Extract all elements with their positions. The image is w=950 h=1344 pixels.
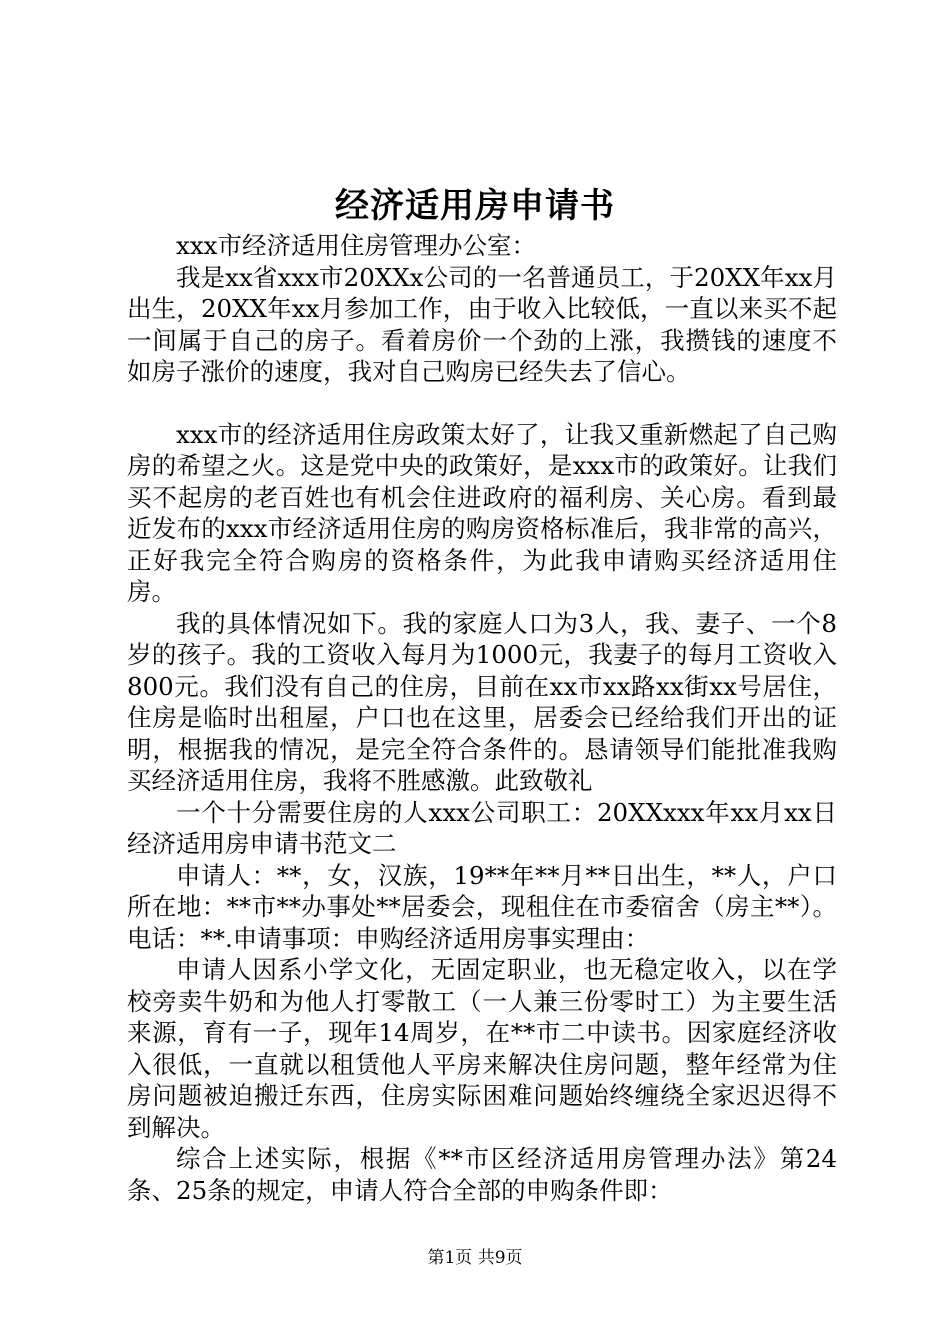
paragraph-salutation: xxx市经济适用住房管理办公室： [176, 231, 536, 260]
page-number-footer: 第1页 共9页 [427, 1248, 523, 1268]
document-title: 经济适用房申请书 [335, 186, 615, 226]
document-body [127, 230, 837, 1206]
paragraph: 申请人因系小学文化，无固定职业，也无稳定收入，以在学校旁卖牛奶和为他人打零散工（一人兼三份零时工）为主要生活来源，育有一子，现年14周岁，在**市二中读书。因家庭经济收入很低，一直就以租赁他人平房来解决住房问题，整年经常为住房问题被迫搬迁东西，住房实际困难问题始终缠绕全家迟迟得不到解决。 [127, 955, 837, 1142]
paragraph: 我的具体情况如下。我的家庭人口为3人，我、妻子、一个8岁的孩子。我的工资收入每月为1000元，我妻子的每月工资收入800元。我们没有自己的住房，目前在xx市xx路xx街xx号居住，住房是临时出租屋，户口也在这里，居委会已经给我们开出的证明，根据我的情况，是完全符合条件的。恳请领导们能批准我购买经济适用住房，我将不胜感激。此致敬礼 [127, 608, 837, 795]
paragraph: 我是xx省xxx市20XXx公司的一名普通员工，于20XX年xx月出生，20XX年xx月参加工作，由于收入比较低，一直以来买不起一间属于自己的房子。看着房价一个劲的上涨，我攒钱的速度不如房子涨价的速度，我对自己购房已经失去了信心。 [127, 262, 837, 386]
paragraph: 一个十分需要住房的人xxx公司职工：20XXxxx年xx月xx日经济适用房申请书范文二 [127, 797, 837, 858]
paragraph: xxx市的经济适用住房政策太好了，让我又重新燃起了自己购房的希望之火。这是党中央的政策好，是xxx市的政策好。让我们买不起房的老百姓也有机会住进政府的福利房、关心房。看到最近发布的xxx市经济适用住房的购房资格标准后，我非常的高兴，正好我完全符合购房的资格条件，为此我申请购买经济适用住房。 [127, 419, 837, 606]
paragraph: 申请人：**，女，汉族，19**年**月**日出生，**人，户口所在地：**市**办事处**居委会，现租住在市委宿舍（房主**）。电话：**.申请事项：申购经济适用房事实理由： [127, 860, 837, 953]
paragraph: 综合上述实际，根据《**市区经济适用房管理办法》第24条、25条的规定，申请人符合全部的申购条件即： [127, 1144, 837, 1205]
